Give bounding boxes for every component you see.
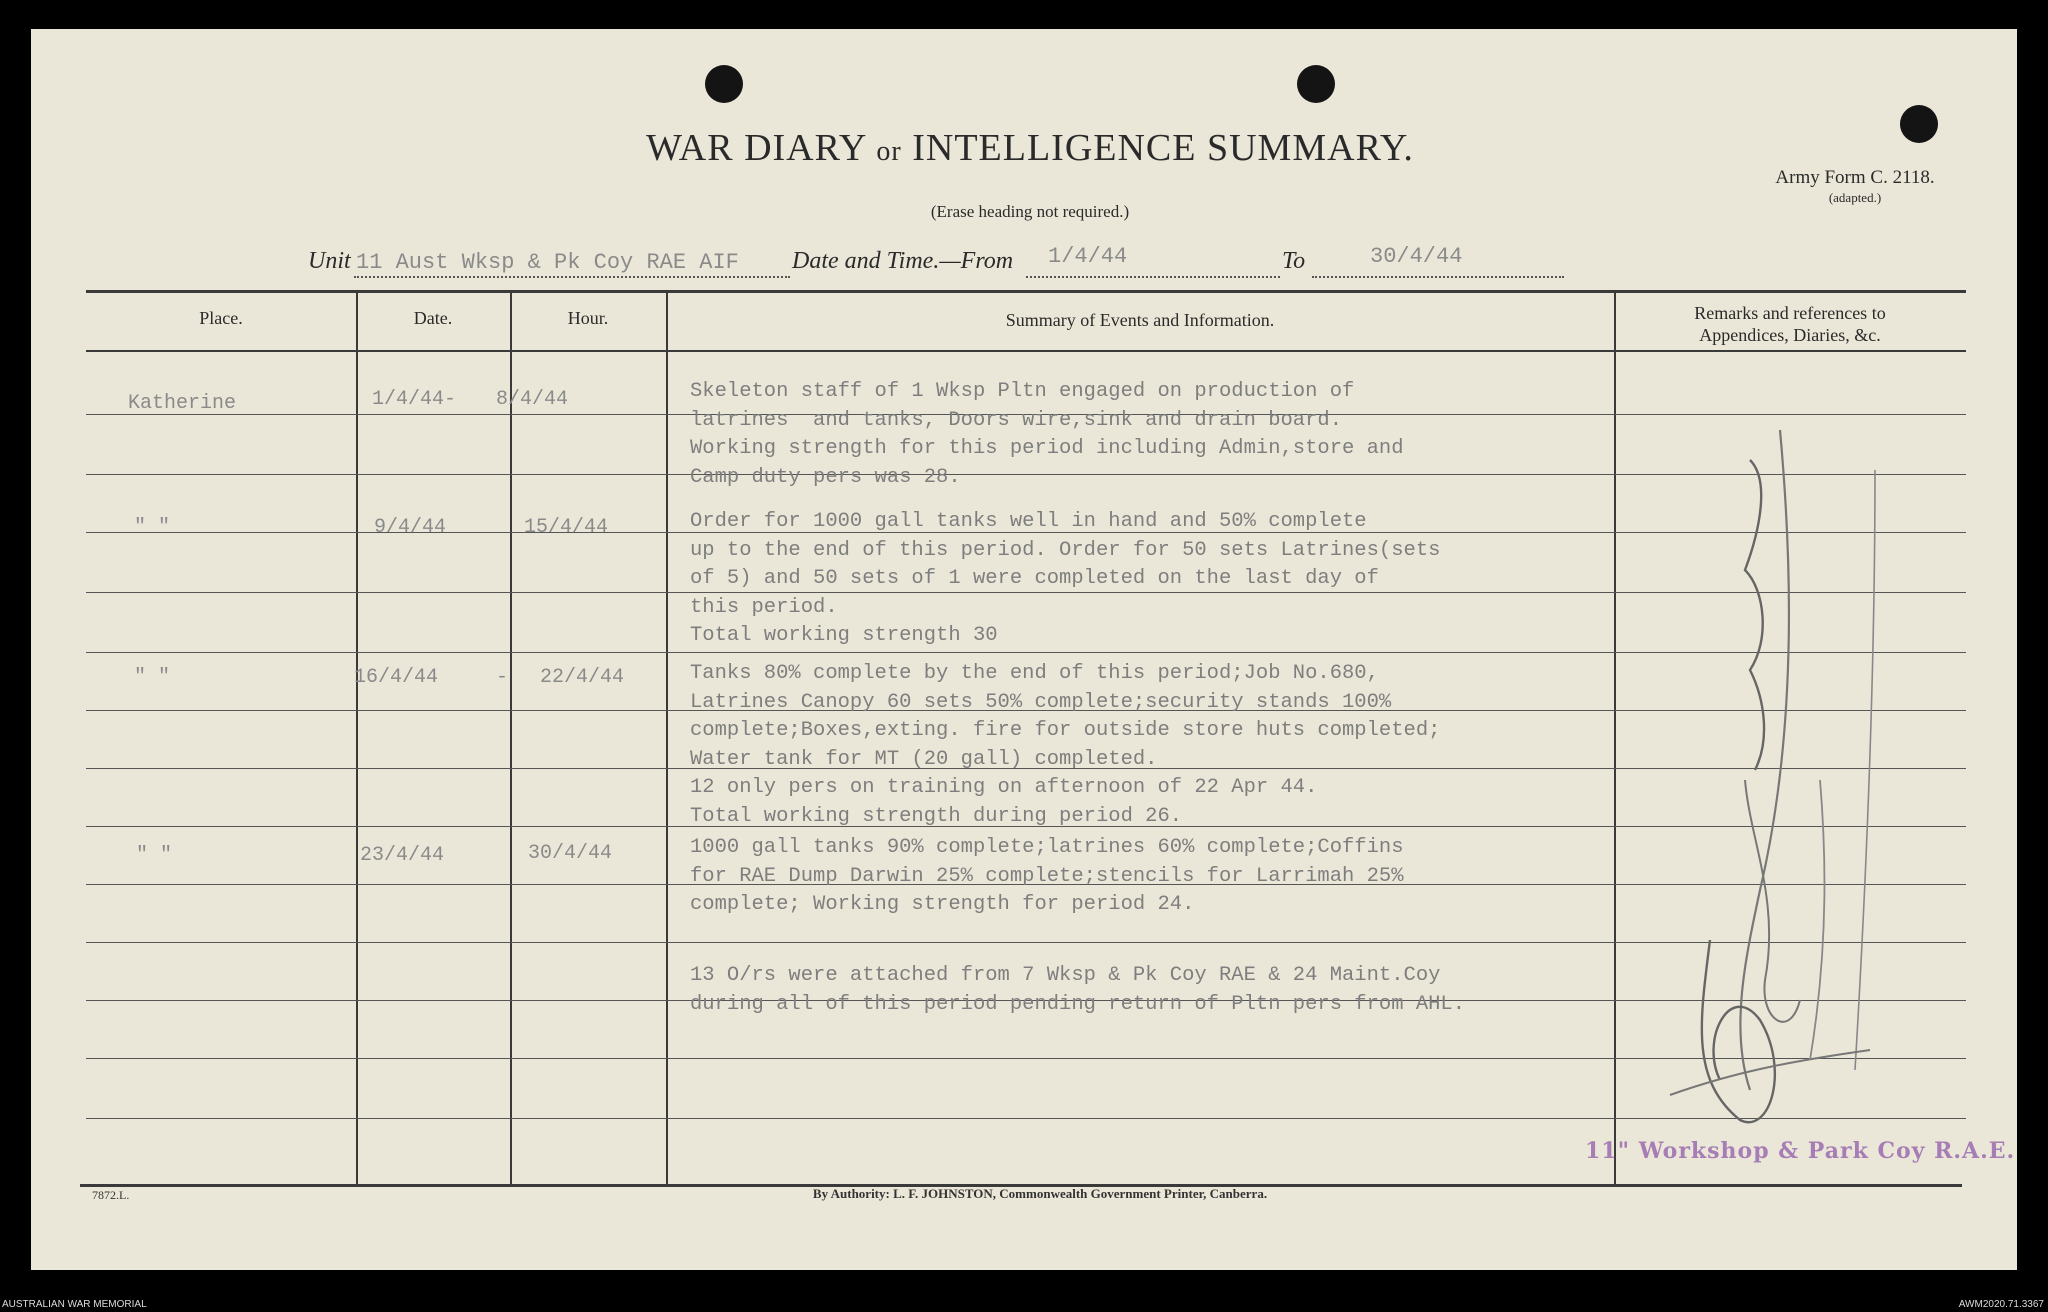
place-cell: Katherine [128, 392, 237, 415]
summary-entry: Order for 1000 gall tanks well in hand and 50% complete up to the end of this period. Order for 50 sets Latrines(sets of 5) and 50 sets of 1 were completed on the last day of this period. Total working strength 30 [690, 510, 1441, 647]
archive-id: AWM2020.71.3367 [1958, 1299, 2044, 1310]
hour-cell: 15/4/44 [524, 516, 609, 539]
summary-entry: 1000 gall tanks 90% complete;latrines 60% complete;Coffins for RAE Dump Darwin 25% complete;stencils for Larrimah 25% complete; Working strength for period 24. [690, 836, 1404, 916]
place-cell: " " [136, 844, 173, 867]
date-cell: 1/4/44- [372, 388, 457, 411]
header-remarks: Remarks and references to Appendices, Diaries, &c. [1694, 303, 1886, 345]
summary-entry: 13 O/rs were attached from 7 Wksp & Pk Coy RAE & 24 Maint.Coy during all of this period pending return of Pltn pers from AHL. [690, 964, 1466, 1016]
form-code: 7872.L. [92, 1188, 130, 1202]
hour-cell: 8/4/44 [496, 388, 569, 411]
army-form-label: Army Form C. 2118. (adapted.) [1775, 167, 1935, 205]
col-rule [1614, 290, 1616, 1184]
unit-stamp: 11" Workshop & Park Coy R.A.E. [1585, 1138, 2016, 1164]
summary-entry: Tanks 80% complete by the end of this period;Job No.680, Latrines Canopy 60 sets 50% complete;security stands 100% complete;Boxes,exting. fire for outside store huts completed; Water tank for MT (20 gall) completed. 12 only pers on training on afternoon of 22 Apr 44. Total working strength during period 26. [690, 662, 1441, 828]
header-date: Date. [413, 308, 453, 328]
date-cell: 9/4/44 [374, 516, 447, 539]
col-rule [666, 290, 668, 1184]
hour-cell: 22/4/44 [540, 666, 625, 689]
to-value: 30/4/44 [1370, 244, 1463, 269]
place-cell: " " [134, 516, 171, 539]
punch-hole [1900, 105, 1938, 143]
header-bottom-rule [86, 350, 1966, 352]
date-dash: - [496, 666, 509, 689]
unit-value: 11 Aust Wksp & Pk Coy RAE AIF [356, 250, 739, 275]
header-hour: Hour. [567, 308, 609, 328]
header-summary: Summary of Events and Information. [1005, 310, 1275, 330]
punch-hole [705, 65, 743, 103]
signature-mark [1650, 420, 1910, 1140]
from-value: 1/4/44 [1048, 244, 1128, 269]
col-rule [510, 290, 512, 1184]
archive-name: AUSTRALIAN WAR MEMORIAL [2, 1299, 147, 1310]
hour-cell: 30/4/44 [528, 842, 613, 865]
table-top-rule [86, 290, 1966, 293]
summary-entry: Skeleton staff of 1 Wksp Pltn engaged on production of latrines and tanks, Doors wire,sink and drain board. Working strength for this period including Admin,store and Camp duty pers was 28. [690, 380, 1404, 489]
to-label: To [1282, 248, 1306, 274]
col-rule [356, 290, 358, 1184]
to-underline [1312, 276, 1564, 278]
header-place: Place. [199, 308, 243, 328]
punch-hole [1297, 65, 1335, 103]
erase-note: (Erase heading not required.) [930, 202, 1130, 221]
form-title: WAR DIARY or INTELLIGENCE SUMMARY. [646, 127, 1414, 169]
place-cell: " " [134, 666, 171, 689]
unit-label: Unit [308, 248, 351, 274]
date-time-label: Date and Time.—From [792, 248, 1014, 274]
unit-underline [354, 276, 790, 278]
date-cell: 23/4/44 [360, 844, 445, 867]
date-cell: 16/4/44 [354, 666, 439, 689]
from-underline [1026, 276, 1280, 278]
printer-authority: By Authority: L. F. JOHNSTON, Commonwealth Government Printer, Canberra. [812, 1186, 1268, 1201]
